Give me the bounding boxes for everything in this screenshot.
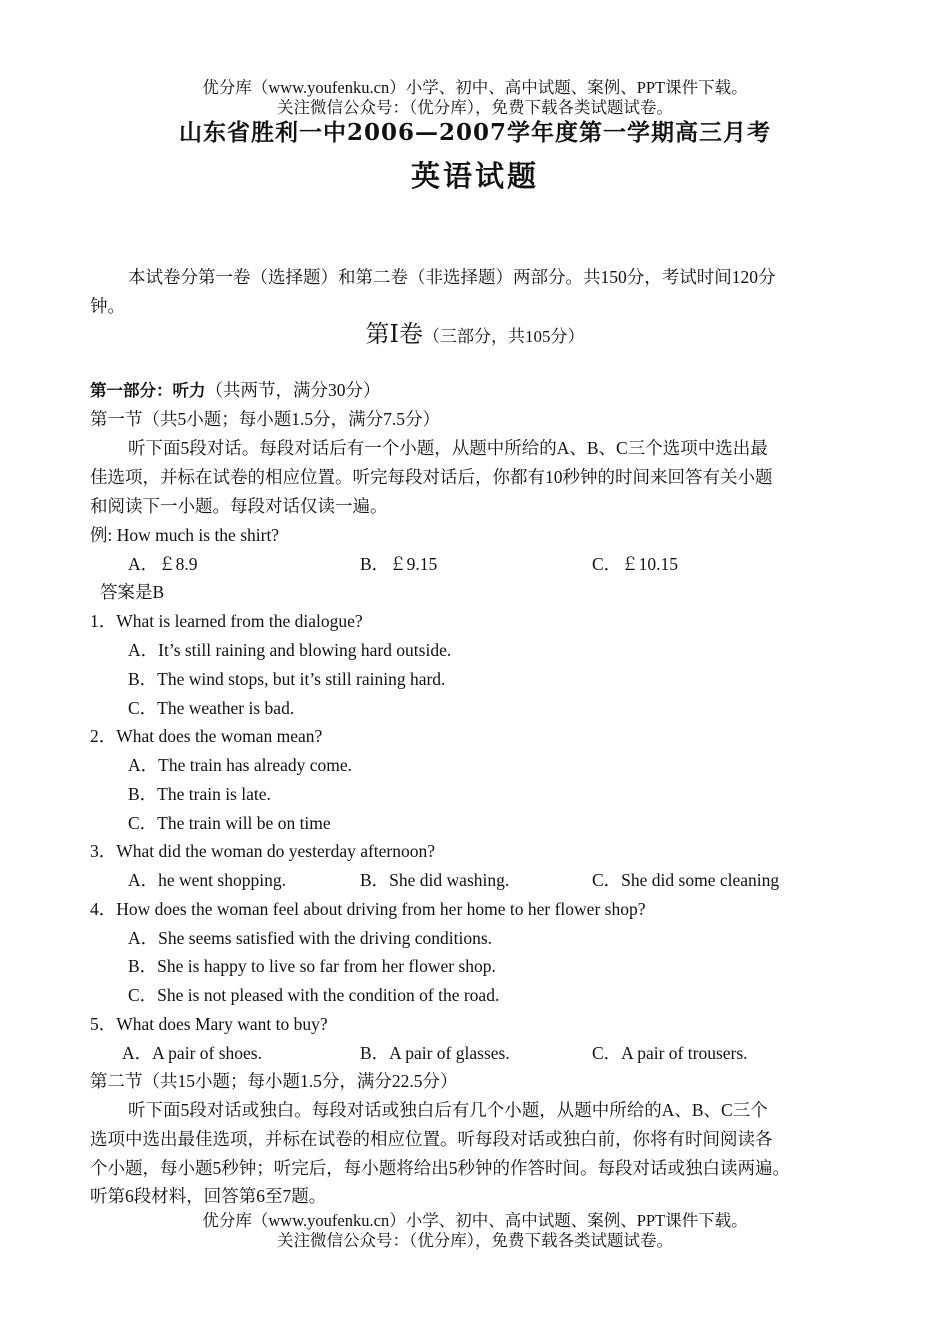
- volume-heading: [0, 320, 950, 352]
- example-option-a: A．￡8.9: [128, 554, 198, 574]
- example-answer: 答案是B: [100, 582, 165, 602]
- instr2-line-1: 听下面5段对话或独白。每段对话或独白后有几个小题，从题中所给的A、B、C三个: [128, 1100, 768, 1120]
- question-4-option-c: C．She is not pleased with the condition of the road.: [128, 985, 500, 1005]
- question-1: 1．What is learned from the dialogue?: [90, 611, 363, 631]
- question-4: 4．How does the woman feel about driving from her home to her flower shop?: [90, 899, 646, 919]
- exam-title: 山东省胜利一中2006—2007学年度第一学期高三月考: [178, 119, 772, 146]
- question-5-option-a: A．A pair of shoes.: [122, 1043, 262, 1063]
- footer-line-1: 优分库（www.youfenku.cn）小学、初中、高中试题、案例、PPT课件下载。: [202, 1211, 748, 1230]
- volume-name: 第Ⅰ卷: [365, 322, 423, 348]
- question-3-option-b: B．She did washing.: [360, 870, 510, 890]
- header-line-1: 优分库（www.youfenku.cn）小学、初中、高中试题、案例、PPT课件下载。: [202, 78, 748, 97]
- question-3: 3．What did the woman do yesterday afternoon?: [90, 841, 436, 861]
- instr-line-3: 和阅读下一小题。每段对话仅读一遍。: [90, 496, 388, 516]
- question-2-option-b: B．The train is late.: [128, 784, 271, 804]
- question-5-option-c: C．A pair of trousers.: [592, 1043, 748, 1063]
- instr-line-2: 佳选项，并标在试卷的相应位置。听完每段对话后，你都有10秒钟的时间来回答有关小题: [90, 467, 773, 487]
- instr2-line-4: 听第6段材料，回答第6至7题。: [90, 1186, 327, 1206]
- section2-heading: 第二节（共15小题；每小题1.5分，满分22.5分）: [90, 1071, 458, 1091]
- question-1-option-a: A．It’s still raining and blowing hard outside.: [128, 640, 452, 660]
- example-option-b: B．￡9.15: [360, 554, 438, 574]
- section1-heading: 第一节（共5小题；每小题1.5分，满分7.5分）: [90, 409, 440, 429]
- example-question: 例: How much is the shirt?: [90, 525, 280, 545]
- part1-heading: [90, 378, 381, 403]
- question-4-option-a: A．She seems satisfied with the driving conditions.: [128, 928, 493, 948]
- question-1-option-b: B．The wind stops, but it’s still raining hard.: [128, 669, 446, 689]
- question-2-option-a: A．The train has already come.: [128, 755, 353, 775]
- part1-heading-note: （共两节，满分30分）: [205, 380, 381, 400]
- question-3-option-a: A．he went shopping.: [128, 870, 286, 890]
- intro-line-1: 本试卷分第一卷（选择题）和第二卷（非选择题）两部分。共150分，考试时间120分: [128, 267, 776, 287]
- question-2-option-c: C．The train will be on time: [128, 813, 331, 833]
- intro-line-2: 钟。: [90, 296, 125, 316]
- footer-line-2: 关注微信公众号：（优分库），免费下载各类试题试卷。: [277, 1231, 673, 1250]
- volume-note: （三部分，共105分）: [422, 327, 585, 346]
- question-2: 2．What does the woman mean?: [90, 726, 323, 746]
- part1-heading-label: 第一部分：听力: [90, 381, 206, 400]
- question-5: 5．What does Mary want to buy?: [90, 1014, 328, 1034]
- question-1-option-c: C．The weather is bad.: [128, 698, 295, 718]
- exam-subtitle: 英语试题: [410, 159, 539, 193]
- example-option-c: C．￡10.15: [592, 554, 679, 574]
- instr2-line-2: 选项中选出最佳选项，并标在试卷的相应位置。听每段对话或独白前，你将有时间阅读各: [90, 1129, 773, 1149]
- question-5-option-b: B．A pair of glasses.: [360, 1043, 510, 1063]
- instr2-line-3: 个小题，每小题5秒钟；听完后，每小题将给出5秒钟的作答时间。每段对话或独白读两遍。: [90, 1158, 790, 1178]
- header-line-2: 关注微信公众号：（优分库），免费下载各类试题试卷。: [277, 98, 673, 117]
- question-3-option-c: C．She did some cleaning: [592, 870, 780, 890]
- instr-line-1: 听下面5段对话。每段对话后有一个小题，从题中所给的A、B、C三个选项中选出最: [128, 438, 768, 458]
- question-4-option-b: B．She is happy to live so far from her flower shop.: [128, 956, 496, 976]
